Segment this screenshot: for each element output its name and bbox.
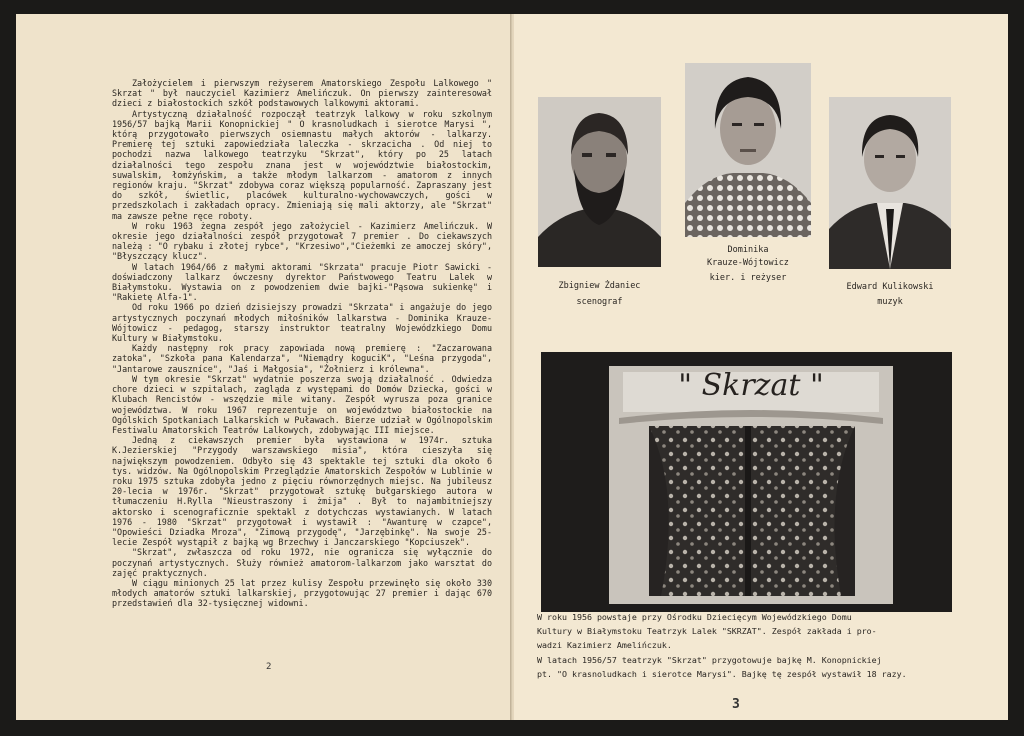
- paragraph: W roku 1963 żegna zespół jego założyciel - Kazimierz Amelińczuk. W okresie jego działalności zespół przygotował 7 premier . Do ciekawszych należą : "O rybaku i złotej rybce", "Krzesiwo","Cieżemki ze amoczej skóry", "Błyszczący klucz".: [112, 220, 492, 262]
- caption-line: Kultury w Białymstoku Teatrzyk Lalek "SKRZAT". Zespół zakłada i pro-: [537, 626, 877, 637]
- paragraph: Od roku 1966 po dzień dzisiejszy prowadzi "Skrzata" i angażuje do jego artystycznych poczynań młodych miłośników lalkarstwa - Dominika Krauze-Wójtowicz - pedagog, starszy instruktor teatralny Wojewódzkiego Domu Kultury w Białymstoku.: [112, 302, 492, 344]
- portrait-role: kier. i reżyser: [709, 273, 787, 283]
- stage-photo-caption: [537, 610, 957, 681]
- stage-sign: " Skrzat ": [678, 368, 824, 403]
- caption-line: pt. "O krasnoludkach i sierotce Marysi". Bajkę tę zespół wystawił 18 razy.: [537, 668, 907, 679]
- portrait-caption-kulikowski: [820, 281, 960, 309]
- paragraph: W tym okresie "Skrzat" wydatnie poszerza swoją działalność . Odwiedza chore dzieci w szpitalach, zagląda z występami do Domów Dziecka, gości w Klubach Rencistów - wszędzie mile witany. Zespół wyrusza poza granice województwa. W roku 1967 reprezentuje on województwo białostockie na Ogólskich Spotkaniach Lalkarskich w Puławach. Bierze udział w Ogólnopolskim Festiwalu Amatorskich Teatrów Lalkowych, zdobywając III miejsce.: [112, 373, 492, 435]
- portrait-photo-zdaniec: [538, 97, 661, 267]
- article-text: [112, 78, 492, 609]
- paragraph: Artystyczną działalność rozpoczął teatrzyk lalkowy w roku szkolnym 1956/57 bajką Marii Konopnickiej " O krasnoludkach i sierotce Marysi ", którą przygotowało pierwszych osiemnastu małych aktorów - lalkarzy. Premierę tej sztuki zapowiedziała laleczka - skrzacicha . Od niej to pochodzi nazwa lalkowego teatrzyku "Skrzat", który po 25 latach działalności tego zespołu znana jest w województwie białostockim, suwalskim, łomżyńskim, a także młodym lalkarzom - amatorom z innych regionów kraju. "Skrzat" zdobywa coraz większą popularność. Zapraszany jest do szkół, świetlic, placówek kulturalno-wychowawczych, gości w przedszkolach i zakładach opracy. Zmieniają się mali aktorzy, ale "Skrzat" ma zawsze pełne ręce roboty.: [112, 108, 492, 221]
- portrait-name: Dominika: [727, 245, 769, 255]
- caption-line: W latach 1956/57 teatrzyk "Skrzat" przygotowuje bajkę M. Konopnickiej: [537, 654, 882, 665]
- portrait-role: muzyk: [877, 297, 903, 307]
- portrait-photo-kulikowski: [829, 97, 951, 269]
- caption-line: wadzi Kazimierz Amelińczuk.: [537, 640, 672, 651]
- paragraph: Jedną z ciekawszych premier była wystawiona w 1974r. sztuka K.Jezierskiej "Przygody warszawskiego misia", która cieszyła się największym powodzeniem. Odbyło się 43 spektakle tej sztuki dla około 6 tys. widzów. Na Ogólnopolskim Przeglądzie Amatorskich Zespołów w Lublinie w roku 1975 sztuka zdobyła jedno z pięciu równorzędnych miejsc. Na jubileusz 20-lecia w 1976r. "Skrzat" przygotował sztukę bułgarskiego autora w tłumaczeniu H.Rylla "Nieustraszony i żmija" . Był to najambitniejszy aktorsko i scenograficznie spektakl z dotychczas wystawianych. W latach 1976 - 1980 "Skrzat" przygotował i wystawił : "Awanturę w czapce", "Opowieści Dziadka Mroza", "Zimową przygodę", "Jarzębinkę". Na swoje 25-lecie Zespół wystąpił z bajką wg Brzechwy i Janczarskiego "Kopciuszek".: [112, 435, 492, 548]
- portrait-name: Edward Kulikowski: [846, 282, 934, 292]
- portrait-role: scenograf: [576, 297, 623, 307]
- paragraph: W ciągu minionych 25 lat przez kulisy Zespołu przewinęło się około 330 młodych amatorów sztuki lalkarskiej, przygotowując 27 premier i dając 670 przedstawień dla 32-tysięcznej widowni.: [112, 577, 492, 609]
- paragraph: Każdy następny rok pracy zapowiada nową premierę : "Zaczarowana zatoka", "Szkoła pana Kalendarza", "Niemądry koguciK", "Leśna przygoda", "Jantarowe zauszníce", "Jaś i Małgosia", "Żołnierz i królewna".: [112, 343, 492, 374]
- portrait-caption-zdaniec: [538, 280, 661, 309]
- caption-line: W roku 1956 powstaje przy Ośrodku Dziecięcym Wojewódzkiego Domu: [537, 612, 852, 622]
- left-page: [16, 14, 512, 720]
- portrait-name: Zbigniew Żdaniec: [558, 281, 641, 291]
- portrait-photo-krauze-wojtowicz: [685, 63, 811, 237]
- paragraph: W latach 1964/66 z małymi aktorami "Skrzata" pracuje Piotr Sawicki - doświadczony lalkarz ówczesny dyrektor Państwowego Teatru Lalek w Białymstoku. Wystawia on z powodzeniem dwie bajki-"Pąsowa sukienkę" i "Rakietę Alfa-1".: [112, 261, 492, 303]
- portrait-name: Krauze-Wójtowicz: [707, 258, 789, 268]
- paragraph: Założycielem i pierwszym reżyserem Amatorskiego Zespołu Lalkowego " Skrzat " był nauczyciel Kazimierz Amelińczuk. On pierwszy zainteresował dzieci z białostockich szkół podstawowych lalkowymi aktorami.: [112, 78, 492, 109]
- page-number-right: 3: [732, 697, 740, 712]
- page-number-left: 2: [266, 662, 272, 672]
- portrait-caption-krauze-wojtowicz: [670, 244, 826, 285]
- paragraph: "Skrzat", zwłaszcza od roku 1972, nie ogranicza się wyłącznie do poczynań artystycznych. Służy również amatorom-lalkarzom jako warsztat do zajęć praktycznych.: [112, 547, 492, 578]
- stage-photo: [541, 352, 952, 612]
